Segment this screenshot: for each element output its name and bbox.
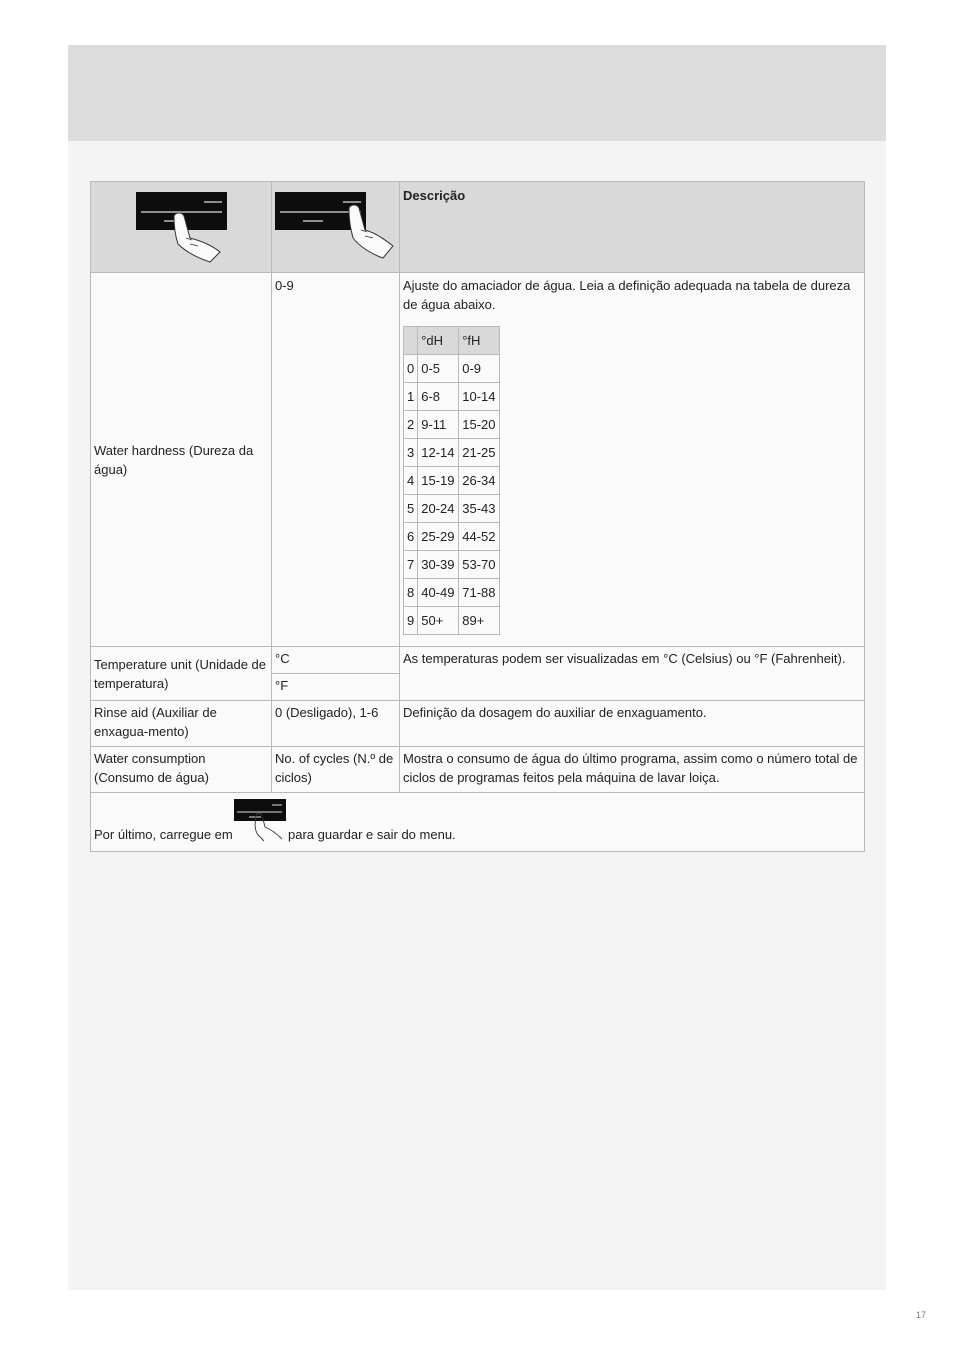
table-row-temperature-unit-c: [91, 647, 865, 674]
table-row-rinse-aid: [91, 701, 865, 747]
temperature-unit-description: As temperaturas podem ser visualizadas em °C (Celsius) ou °F (Fahrenheit).: [400, 647, 865, 701]
water-hardness-description-cell: [400, 273, 865, 647]
water-consumption-label: Water consumption (Consumo de água): [91, 747, 272, 793]
hardness-dh: 9-11: [418, 411, 459, 439]
hardness-dh: 25-29: [418, 523, 459, 551]
hardness-level: 2: [404, 411, 418, 439]
hardness-fh: 35-43: [459, 495, 500, 523]
hardness-level: 4: [404, 467, 418, 495]
settings-table: [90, 181, 865, 852]
hardness-fh: 71-88: [459, 579, 500, 607]
hardness-level: 1: [404, 383, 418, 411]
table-row-water-consumption: [91, 747, 865, 793]
hardness-table-row: [404, 579, 500, 607]
hardness-fh: 10-14: [459, 383, 500, 411]
hardness-fh: 53-70: [459, 551, 500, 579]
water-hardness-label: Water hardness (Dureza da água): [91, 273, 272, 647]
hardness-dh: 50+: [418, 607, 459, 635]
table-row-water-hardness: [91, 273, 865, 647]
control-panel-button-press-icon: [275, 186, 397, 266]
table-row-footer: [91, 793, 865, 852]
hardness-dh: 20-24: [418, 495, 459, 523]
hardness-table-row: [404, 439, 500, 467]
hardness-level: 9: [404, 607, 418, 635]
hardness-level: 5: [404, 495, 418, 523]
water-consumption-value: No. of cycles (N.º de ciclos): [272, 747, 400, 793]
hardness-dh: 6-8: [418, 383, 459, 411]
hardness-table-row: [404, 607, 500, 635]
header-cell-1: [91, 182, 272, 273]
water-hardness-description: Ajuste do amaciador de água. Leia a definição adequada na tabela de dureza de água abaixo.: [403, 278, 851, 312]
hardness-table-row: [404, 495, 500, 523]
rinse-aid-description: Definição da dosagem do auxiliar de enxaguamento.: [400, 701, 865, 747]
header-band: [68, 45, 886, 141]
page-number: 17: [916, 1310, 927, 1320]
hardness-dh: 40-49: [418, 579, 459, 607]
hardness-fh: 44-52: [459, 523, 500, 551]
hardness-level: 8: [404, 579, 418, 607]
hardness-table-header: [404, 327, 500, 355]
rinse-aid-label: Rinse aid (Auxiliar de enxagua-mento): [91, 701, 272, 747]
water-hardness-range: 0-9: [272, 273, 400, 647]
hardness-level: 6: [404, 523, 418, 551]
footer-cell: [91, 793, 865, 852]
hardness-table-row: [404, 355, 500, 383]
hardness-fh: 21-25: [459, 439, 500, 467]
hardness-table-row: [404, 551, 500, 579]
temperature-option-c: °C: [272, 647, 400, 674]
hardness-header-dh: °dH: [418, 327, 459, 355]
hardness-level: 3: [404, 439, 418, 467]
hardness-table-row: [404, 523, 500, 551]
control-panel-button-press-icon: [94, 186, 269, 266]
temperature-option-f: °F: [272, 674, 400, 701]
hardness-level: 7: [404, 551, 418, 579]
water-consumption-description: Mostra o consumo de água do último programa, assim como o número total de ciclos de programas feitos pela máquina de lavar loiça.: [400, 747, 865, 793]
hardness-fh: 89+: [459, 607, 500, 635]
hardness-header-fh: °fH: [459, 327, 500, 355]
hardness-dh: 12-14: [418, 439, 459, 467]
control-panel-button-press-icon: [234, 799, 286, 843]
header-description: Descrição: [400, 182, 865, 273]
hardness-table-row: [404, 467, 500, 495]
hardness-level: 0: [404, 355, 418, 383]
hardness-table: [403, 326, 500, 635]
hardness-fh: 0-9: [459, 355, 500, 383]
hardness-dh: 0-5: [418, 355, 459, 383]
footer-text-before: Por último, carregue em: [94, 827, 233, 842]
hardness-fh: 15-20: [459, 411, 500, 439]
footer-text-after: para guardar e sair do menu.: [288, 827, 456, 842]
header-cell-2: [272, 182, 400, 273]
hardness-fh: 26-34: [459, 467, 500, 495]
rinse-aid-range: 0 (Desligado), 1-6: [272, 701, 400, 747]
temperature-unit-label: Temperature unit (Unidade de temperatura): [91, 647, 272, 701]
hardness-table-row: [404, 383, 500, 411]
hardness-table-row: [404, 411, 500, 439]
table-header-row: [91, 182, 865, 273]
hardness-dh: 30-39: [418, 551, 459, 579]
hardness-header-level: [404, 327, 418, 355]
hardness-dh: 15-19: [418, 467, 459, 495]
